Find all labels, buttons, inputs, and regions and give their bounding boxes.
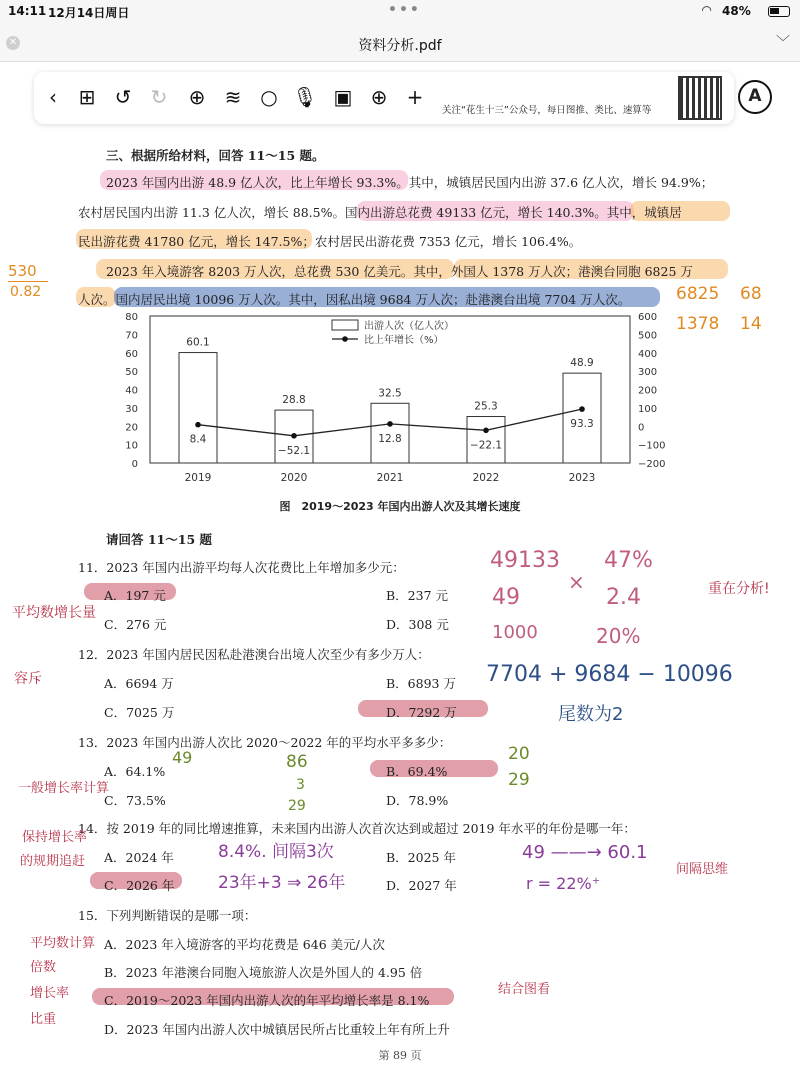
hw-left-avg: 平均数增长量 xyxy=(12,605,96,621)
q11-option-b[interactable]: B．237 元 xyxy=(386,588,449,603)
q15-option-b[interactable]: B．2023 年港澳台同胞入境旅游人次是外国人的 4.95 倍 xyxy=(104,965,423,980)
bar-value-label: 32.5 xyxy=(378,387,402,400)
wifi-icon: ◠ xyxy=(702,3,712,17)
para2-line1: 2023 年入境游客 8203 万人次，总花费 530 亿美元。其中，外国人 1378 万人次；港澳台同胞 6825 万 xyxy=(106,264,693,279)
q12-option-b[interactable]: B．6893 万 xyxy=(386,676,456,691)
hw-q14-r: r = 22%⁺ xyxy=(526,874,601,893)
back-icon[interactable]: ‹ xyxy=(49,85,57,109)
bar-value-label: 28.8 xyxy=(282,394,306,407)
q12-option-c[interactable]: C．7025 万 xyxy=(104,705,175,720)
para1-line1: 2023 年国内出游 48.9 亿人次，比上年增长 93.3%。其中，城镇居民国内出游 37.6 亿人次，增长 94.9%； xyxy=(106,175,714,190)
search-icon[interactable]: ○ xyxy=(260,85,278,109)
para1-line2: 农村居民国内出游 11.3 亿人次，增长 88.5%。国内出游总花费 49133 亿元，增长 140.3%。其中，城镇居 xyxy=(78,205,682,220)
legend-bar-swatch xyxy=(332,320,358,330)
bar-value-label: 60.1 xyxy=(186,336,210,349)
growth-point xyxy=(387,421,393,427)
hw-q14-arrow: 49 ——→ 60.1 xyxy=(522,842,648,863)
q15-option-c[interactable]: C．2019～2023 年国内出游人次的年平均增长率是 8.1% xyxy=(104,993,430,1008)
battery-icon xyxy=(768,6,790,17)
hw-68: 68 xyxy=(740,284,762,304)
qr-code xyxy=(678,76,722,120)
y-right-tick-label: 100 xyxy=(638,403,658,415)
grid-icon[interactable]: ⊞ xyxy=(78,85,96,109)
hw-6825: 6825 xyxy=(676,284,720,304)
q11-option-d[interactable]: D．308 元 xyxy=(386,617,449,632)
hw-left-avgcalc: 平均数计算 xyxy=(30,936,96,951)
battery-percent: 48% xyxy=(722,4,751,18)
x-tick-label: 2021 xyxy=(376,472,404,484)
y-left-tick-label: 80 xyxy=(125,312,138,323)
hw-q14-note: 间隔思维 xyxy=(676,862,729,877)
bar-value-label: 48.9 xyxy=(570,357,594,370)
hw-frac-530: 530 xyxy=(8,262,37,280)
growth-point xyxy=(195,422,201,428)
mic-icon[interactable]: 🎙︎ xyxy=(292,85,318,109)
q13-stem: 13．2023 年国内出游人次比 2020～2022 年的平均水平多多少： xyxy=(78,735,452,750)
q12-stem: 12．2023 年国内居民因私赴港澳台出境人次至少有多少万人： xyxy=(78,647,430,662)
q14-stem: 14．按 2019 年的同比增速推算，未来国内出游人次首次达到或超过 2019 年水平的年份是哪一年： xyxy=(78,821,636,836)
y-left-tick-label: 60 xyxy=(125,348,138,360)
hw-q11-note: 重在分析! xyxy=(708,581,770,597)
hw-q11-times: × xyxy=(568,570,585,594)
para1-line3: 民出游花费 41780 亿元，增长 147.5%；农村居民出游花费 7353 亿元，增长 106.4%。 xyxy=(78,234,582,249)
status-time: 14:11 xyxy=(8,4,47,18)
hw-q11-47: 47% xyxy=(604,548,653,573)
hw-frac-082: 0.82 xyxy=(10,284,42,300)
y-right-tick-label: 200 xyxy=(638,385,658,397)
q13-option-a[interactable]: A．64.1% xyxy=(104,764,166,779)
page-number: 第 89 页 xyxy=(378,1049,422,1062)
q13-option-c[interactable]: C．73.5% xyxy=(104,793,166,808)
q15-option-a[interactable]: A．2023 年入境游客的平均花费是 646 美元/人次 xyxy=(104,937,385,952)
hw-q11-1000: 1000 xyxy=(492,622,538,643)
x-tick-label: 2020 xyxy=(280,472,308,484)
stamp-icon[interactable]: ▣ xyxy=(333,85,353,109)
y-right-tick-label: 300 xyxy=(638,367,658,379)
q13-option-b[interactable]: B．69.4% xyxy=(386,764,448,779)
chart-bar xyxy=(179,353,217,463)
promo-note: 关注“花生十三”公众号，每日图推、类比、速算等 xyxy=(442,105,652,116)
hw-q15-note: 结合图看 xyxy=(498,982,551,997)
hw-1378: 1378 xyxy=(676,314,720,334)
q12-option-a[interactable]: A．6694 万 xyxy=(104,676,174,691)
legend-line-label: 比上年增长（%） xyxy=(364,335,444,346)
hw-q14-23: 23年+3 ⇒ 26年 xyxy=(218,873,346,893)
q11-option-a[interactable]: A．197 元 xyxy=(104,588,166,603)
q15-stem: 15．下列判断错误的是哪一项： xyxy=(78,908,257,923)
hw-q13-20: 20 xyxy=(508,744,530,764)
y-right-tick-label: −100 xyxy=(638,440,666,452)
hw-14: 14 xyxy=(740,314,762,334)
hw-q13-29: 29 xyxy=(288,798,306,814)
y-left-tick-label: 40 xyxy=(125,385,138,397)
title-bar xyxy=(0,24,800,62)
bar-value-label: 25.3 xyxy=(474,400,498,413)
y-right-tick-label: 0 xyxy=(638,422,645,434)
questions-intro: 请回答 11～15 题 xyxy=(106,532,212,547)
document-title: 资料分析.pdf xyxy=(358,38,442,54)
chevron-down-icon[interactable]: ﹀ xyxy=(776,35,790,51)
growth-point xyxy=(579,406,585,412)
close-icon[interactable]: ✕ xyxy=(6,36,20,50)
q14-option-d[interactable]: D．2027 年 xyxy=(386,878,457,893)
multitask-dots-icon[interactable]: ••• xyxy=(388,2,421,18)
y-right-tick-label: −200 xyxy=(638,459,666,470)
hw-q11-20: 20% xyxy=(596,624,641,648)
y-left-tick-label: 0 xyxy=(131,459,138,470)
globe-icon[interactable]: ⊕ xyxy=(370,85,388,109)
y-right-tick-label: 600 xyxy=(638,312,658,323)
toolbar xyxy=(34,72,734,124)
hw-left-multiple: 倍数 xyxy=(30,960,57,975)
layers-icon[interactable]: ≋ xyxy=(224,85,242,109)
q14-option-c[interactable]: C．2026 年 xyxy=(104,878,175,893)
hw-q14-84: 8.4%. 间隔3次 xyxy=(218,842,334,862)
q12-option-d[interactable]: D．7292 万 xyxy=(386,705,457,720)
growth-value-label: −52.1 xyxy=(277,444,311,457)
x-tick-label: 2022 xyxy=(472,472,500,484)
q13-option-d[interactable]: D．78.9% xyxy=(386,793,449,808)
growth-value-label: −22.1 xyxy=(469,439,503,452)
para2-line2: 人次。国内居民出境 10096 万人次。其中，因私出境 9684 万人次；赴港澳台出境 7704 万人次。 xyxy=(78,292,631,307)
plus-icon[interactable]: + xyxy=(406,85,424,109)
pen-icon[interactable]: A xyxy=(738,80,772,114)
y-left-tick-label: 70 xyxy=(125,330,138,342)
hw-q11-49: 49 xyxy=(492,585,520,610)
y-left-tick-label: 30 xyxy=(125,403,138,415)
growth-value-label: 12.8 xyxy=(378,432,402,445)
q14-option-a[interactable]: A．2024 年 xyxy=(104,850,174,865)
y-left-tick-label: 50 xyxy=(125,367,138,379)
q11-option-c[interactable]: C．276 元 xyxy=(104,617,167,632)
tourism-chart xyxy=(0,308,800,498)
growth-point xyxy=(483,428,489,434)
hw-left-ratio: 比重 xyxy=(30,1012,57,1027)
hw-q13-29b: 29 xyxy=(508,770,530,790)
hw-left-keep: 保持增长率 xyxy=(22,830,88,845)
hw-q13-3: 3 xyxy=(296,777,305,793)
q11-stem: 11．2023 年国内出游平均每人次花费比上年增加多少元： xyxy=(78,560,405,575)
y-right-tick-label: 500 xyxy=(638,330,658,342)
undo-icon[interactable]: ↺ xyxy=(114,85,132,109)
hw-left-growth: 增长率 xyxy=(30,986,70,1001)
hw-left-rongchi: 容斥 xyxy=(14,671,42,687)
hw-q12-note: 尾数为2 xyxy=(558,704,624,725)
q15-option-d[interactable]: D．2023 年国内出游人次中城镇居民所占比重较上年有所上升 xyxy=(104,1022,450,1037)
hw-frac-bar xyxy=(8,281,48,282)
hw-left-cycle: 的规期追赶 xyxy=(20,854,86,869)
legend-bar-label: 出游人次（亿人次） xyxy=(364,321,454,332)
hw-q11-24: 2.4 xyxy=(606,585,641,610)
x-tick-label: 2019 xyxy=(184,472,212,484)
hw-q13-86: 86 xyxy=(286,752,308,772)
y-left-tick-label: 20 xyxy=(125,422,138,434)
x-tick-label: 2023 xyxy=(568,472,596,484)
y-right-tick-label: 400 xyxy=(638,348,658,360)
chart-caption: 图 2019～2023 年国内出游人次及其增长速度 xyxy=(279,500,521,513)
growth-value-label: 8.4 xyxy=(189,433,207,446)
add-page-icon[interactable]: ⊕ xyxy=(188,85,206,109)
q14-option-b[interactable]: B．2025 年 xyxy=(386,850,456,865)
section-heading: 三、根据所给材料，回答 11～15 题。 xyxy=(106,148,325,163)
status-bar xyxy=(0,0,800,24)
hw-q11-49133: 49133 xyxy=(490,548,560,573)
hw-left-general: 一般增长率计算 xyxy=(18,781,110,796)
hw-q13-49: 49 xyxy=(172,748,193,767)
growth-point xyxy=(291,433,297,439)
legend-line-marker xyxy=(342,336,348,342)
growth-value-label: 93.3 xyxy=(570,418,594,431)
redo-icon[interactable]: ↻ xyxy=(150,85,168,109)
hw-q12-calc: 7704 + 9684 − 10096 xyxy=(486,662,733,687)
y-left-tick-label: 10 xyxy=(125,440,138,452)
status-date: 12月14日周日 xyxy=(48,6,130,20)
